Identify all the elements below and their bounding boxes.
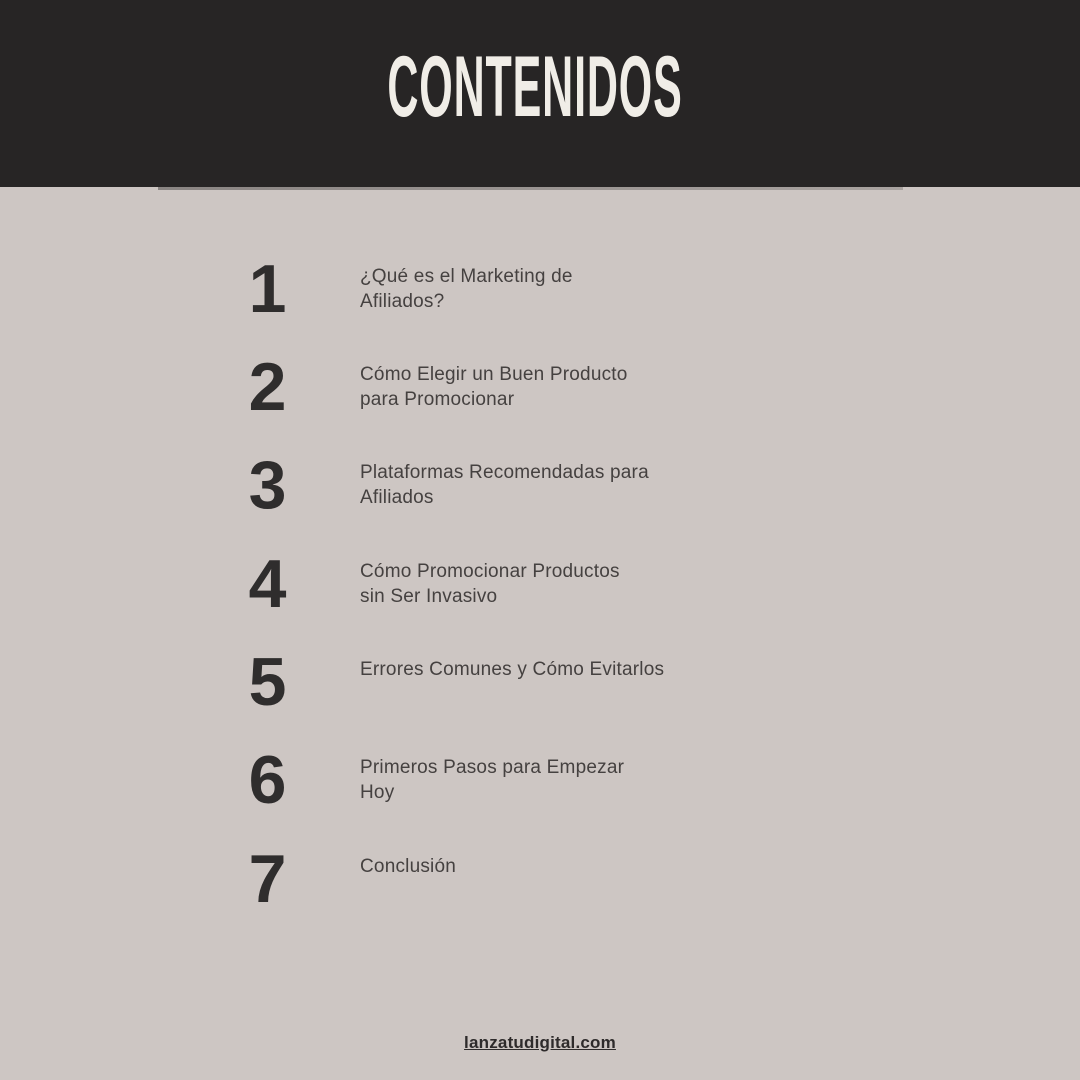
toc-item-title <box>360 854 690 879</box>
toc-item-title-line: Conclusión <box>360 856 456 877</box>
toc-item-1 <box>237 251 797 353</box>
toc-item-title <box>360 559 690 609</box>
toc-item-title <box>360 755 690 805</box>
toc-item-title-line: ¿Qué es el Marketing de <box>360 266 573 287</box>
toc-item-title-line: Plataformas Recomendadas para <box>360 462 649 483</box>
toc-item-title-line: Errores Comunes y Cómo Evitarlos <box>360 659 665 680</box>
toc-item-number: 7 <box>248 841 286 917</box>
toc-item-title-line: Primeros Pasos para Empezar <box>360 757 625 778</box>
toc-item-title-line: Hoy <box>360 782 395 803</box>
page-title: CONTENIDOS <box>387 39 683 135</box>
toc-item-title <box>360 264 690 314</box>
toc-item-number: 3 <box>248 447 286 523</box>
toc-item-6 <box>237 742 797 844</box>
toc-item-number: 6 <box>248 742 286 818</box>
toc-item-4 <box>237 546 797 648</box>
toc-item-title <box>360 362 690 412</box>
toc-item-title-line: Cómo Elegir un Buen Producto <box>360 364 628 385</box>
toc-item-number: 2 <box>248 349 286 425</box>
page-edge-line <box>158 187 903 190</box>
toc-item-number: 5 <box>248 644 286 720</box>
header-banner <box>0 0 1080 187</box>
footer <box>0 1033 1080 1053</box>
toc-item-title <box>360 460 690 510</box>
toc-item-3 <box>237 447 797 549</box>
toc-item-title-line: Afiliados <box>360 487 434 508</box>
toc-item-number: 1 <box>248 251 286 327</box>
toc-item-7 <box>237 841 797 943</box>
toc-item-2 <box>237 349 797 451</box>
website-link[interactable]: lanzatudigital.com <box>464 1033 616 1052</box>
toc-item-title-line: para Promocionar <box>360 389 515 410</box>
toc-item-title-line: Afiliados? <box>360 291 445 312</box>
toc-item-title-line: Cómo Promocionar Productos <box>360 561 620 582</box>
toc-item-5 <box>237 644 797 746</box>
toc-item-title <box>360 657 690 682</box>
toc-item-number: 4 <box>248 546 286 622</box>
toc-item-title-line: sin Ser Invasivo <box>360 586 498 607</box>
